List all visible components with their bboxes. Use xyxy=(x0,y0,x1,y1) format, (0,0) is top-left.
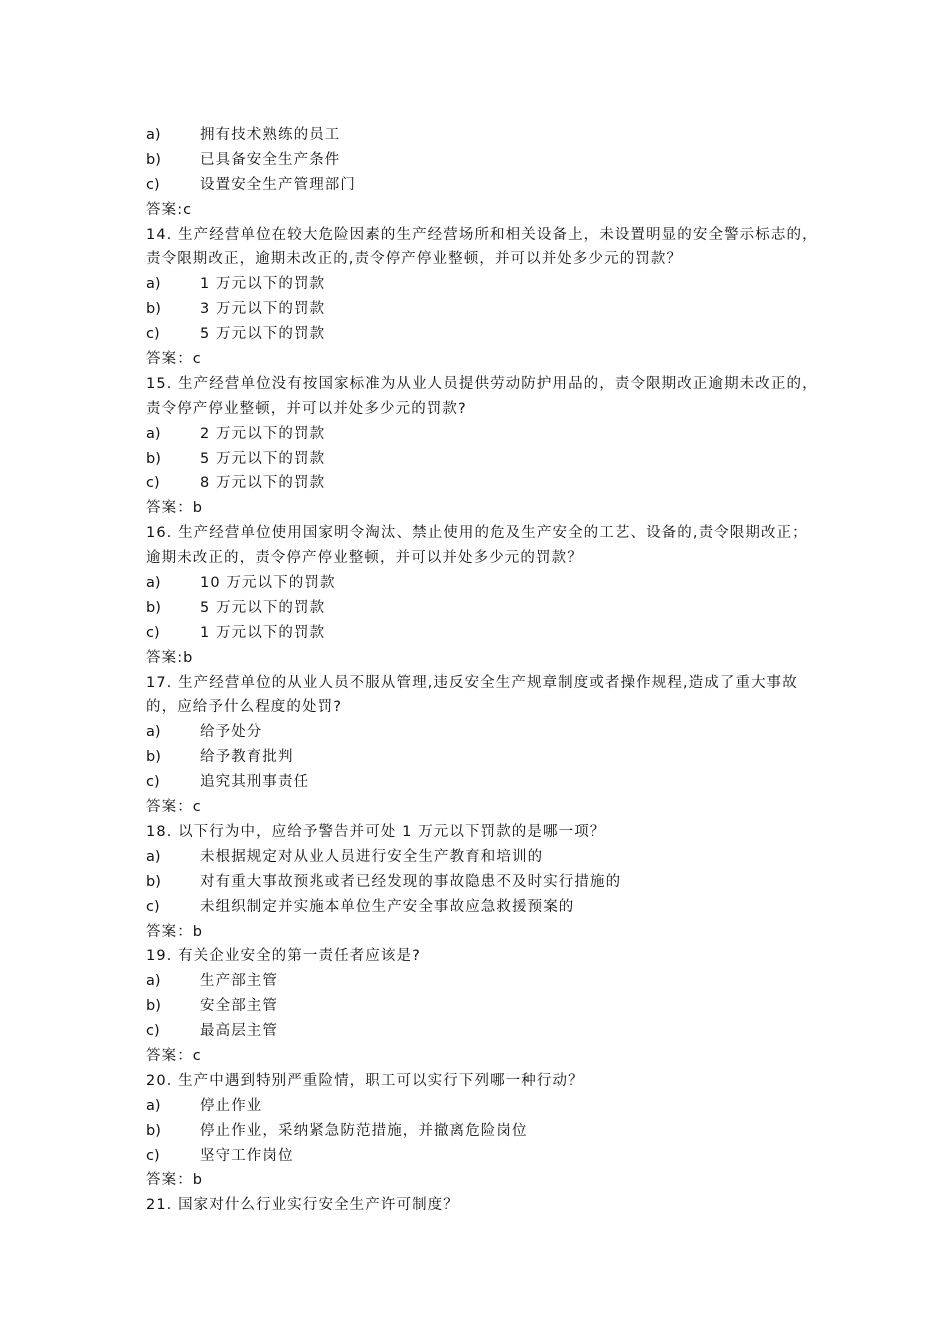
option-key: b) xyxy=(146,749,161,766)
option-key: c) xyxy=(146,475,160,492)
answer-line: 答案：b xyxy=(146,923,204,940)
option-key: b) xyxy=(146,998,161,1015)
option-line xyxy=(146,297,862,322)
option-line xyxy=(146,994,862,1019)
option-text: 8 万元以下的罚款 xyxy=(200,475,326,492)
option-key: c) xyxy=(146,898,160,915)
answer-line: 答案：c xyxy=(146,1047,202,1064)
option-line xyxy=(146,870,862,895)
option-key: a) xyxy=(146,848,161,865)
question-line: 17. 生产经营单位的从业人员不服从管理,违反安全生产规章制度或者操作规程,造成了重大事故 xyxy=(146,674,798,691)
option-line xyxy=(146,1119,862,1144)
option-line xyxy=(146,969,862,994)
option-text: 1 万元以下的罚款 xyxy=(200,276,326,293)
question-line: 14. 生产经营单位在较大危险因素的生产经营场所和相关设备上，未设置明显的安全警示标志的， xyxy=(146,226,818,243)
option-text: 未组织制定并实施本单位生产安全事故应急救援预案的 xyxy=(200,898,575,915)
option-key: a) xyxy=(146,973,161,990)
answer-line: 答案：b xyxy=(146,1172,204,1189)
question-line: 20. 生产中遇到特别严重险情，职工可以实行下列哪一种行动？ xyxy=(146,1072,584,1089)
option-line xyxy=(146,148,862,173)
question-line: 18. 以下行为中，应给予警告并可处 1 万元以下罚款的是哪一项？ xyxy=(146,823,606,840)
option-text: 已具备安全生产条件 xyxy=(200,151,341,168)
option-line xyxy=(146,471,862,496)
option-line xyxy=(146,720,862,745)
option-key: c) xyxy=(146,624,160,641)
option-line xyxy=(146,422,862,447)
question-line: 逾期未改正的，责令停产停业整顿，并可以并处多少元的罚款？ xyxy=(146,550,583,567)
option-text: 拥有技术熟练的员工 xyxy=(200,127,341,143)
option-key: c) xyxy=(146,774,160,791)
option-line xyxy=(146,1019,862,1044)
question-line: 责令限期改正，逾期未改正的,责令停产停业整顿，并可以并处多少元的罚款？ xyxy=(146,251,683,268)
option-key: c) xyxy=(146,176,160,193)
option-key: b) xyxy=(146,1122,161,1139)
answer-line: 答案:c xyxy=(146,201,193,218)
answer-line: 答案：c xyxy=(146,799,202,816)
option-line xyxy=(146,770,862,795)
answer-line: 答案：b xyxy=(146,500,204,517)
option-text: 5 万元以下的罚款 xyxy=(200,326,326,343)
option-line xyxy=(146,447,862,472)
question-line: 21. 国家对什么行业实行安全生产许可制度？ xyxy=(146,1197,459,1214)
option-line xyxy=(146,571,862,596)
document-page xyxy=(146,123,862,1218)
question-line: 的，应给予什么程度的处罚? xyxy=(146,699,342,716)
option-text: 安全部主管 xyxy=(200,998,278,1015)
option-text: 设置安全生产管理部门 xyxy=(200,176,356,193)
option-line xyxy=(146,596,862,621)
option-text: 1 万元以下的罚款 xyxy=(200,624,326,641)
option-line xyxy=(146,745,862,770)
option-key: a) xyxy=(146,1097,161,1114)
answer-line: 答案：c xyxy=(146,351,202,368)
option-text: 5 万元以下的罚款 xyxy=(200,450,326,467)
option-line xyxy=(146,272,862,297)
question-line: 15. 生产经营单位没有按国家标准为从业人员提供劳动防护用品的，责令限期改正逾期未改正的， xyxy=(146,375,818,392)
answer-line: 答案:b xyxy=(146,649,194,666)
option-key: c) xyxy=(146,326,160,343)
option-text: 停止作业，采纳紧急防范措施，并撤离危险岗位 xyxy=(200,1122,528,1139)
option-key: b) xyxy=(146,873,161,890)
option-text: 追究其刑事责任 xyxy=(200,774,310,791)
option-line xyxy=(146,845,862,870)
question-line: 19. 有关企业安全的第一责任者应该是? xyxy=(146,948,421,965)
option-text: 坚守工作岗位 xyxy=(200,1147,294,1164)
option-text: 给予处分 xyxy=(200,724,263,741)
option-text: 给予教育批判 xyxy=(200,749,294,766)
option-line xyxy=(146,1094,862,1119)
option-text: 对有重大事故预兆或者已经发现的事故隐患不及时实行措施的 xyxy=(200,873,622,890)
option-key: b) xyxy=(146,450,161,467)
option-line xyxy=(146,621,862,646)
option-key: a) xyxy=(146,425,161,442)
option-key: c) xyxy=(146,1023,160,1040)
option-text: 未根据规定对从业人员进行安全生产教育和培训的 xyxy=(200,848,544,865)
option-text: 10 万元以下的罚款 xyxy=(200,575,336,592)
option-key: a) xyxy=(146,575,161,592)
question-line: 16. 生产经营单位使用国家明令淘汰、禁止使用的危及生产安全的工艺、设备的,责令限期改正； xyxy=(146,525,808,542)
option-key: c) xyxy=(146,1147,160,1164)
option-key: a) xyxy=(146,724,161,741)
question-line: 责令停产停业整顿，并可以并处多少元的罚款? xyxy=(146,400,467,417)
option-line xyxy=(146,173,862,198)
option-line xyxy=(146,895,862,920)
option-key: b) xyxy=(146,151,161,168)
option-line xyxy=(146,322,862,347)
option-key: a) xyxy=(146,127,161,143)
option-key: b) xyxy=(146,301,161,318)
option-text: 最高层主管 xyxy=(200,1023,278,1040)
option-text: 2 万元以下的罚款 xyxy=(200,425,326,442)
option-key: a) xyxy=(146,276,161,293)
option-line xyxy=(146,123,862,148)
option-text: 停止作业 xyxy=(200,1097,263,1114)
option-line xyxy=(146,1144,862,1169)
option-text: 5 万元以下的罚款 xyxy=(200,599,326,616)
option-text: 生产部主管 xyxy=(200,973,278,990)
option-key: b) xyxy=(146,599,161,616)
option-text: 3 万元以下的罚款 xyxy=(200,301,326,318)
